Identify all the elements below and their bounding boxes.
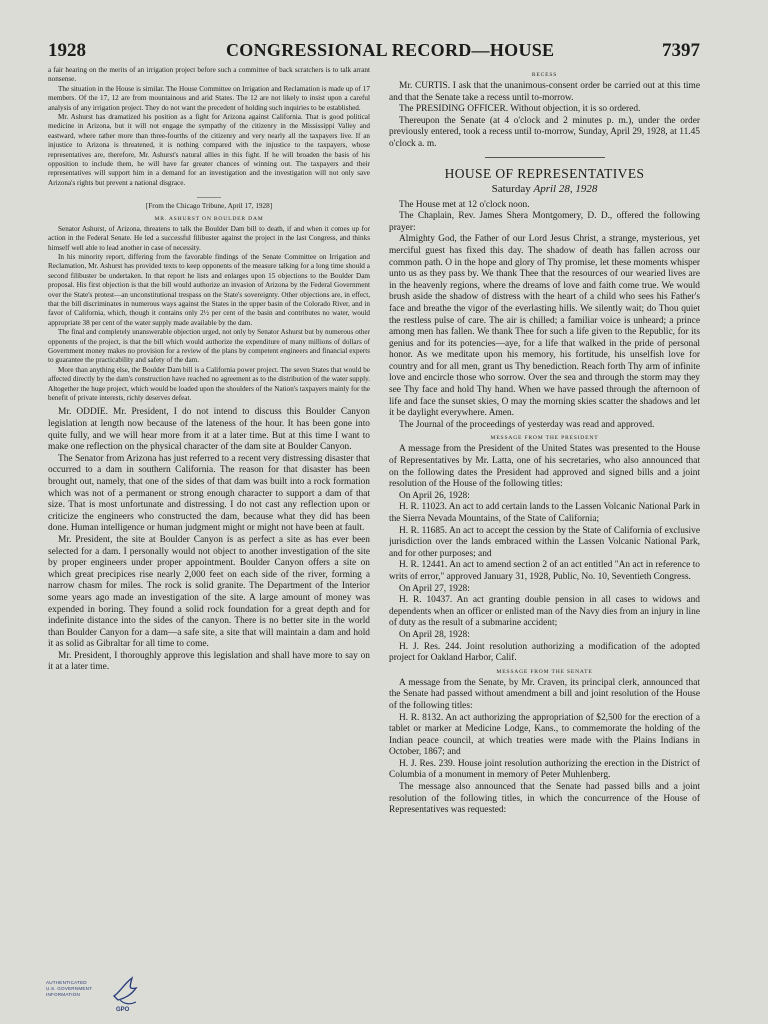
left-column xyxy=(48,66,370,946)
date-rest: April 28, 1928 xyxy=(533,182,598,195)
page-header xyxy=(48,40,700,66)
gpo-authentication-logo xyxy=(46,974,146,1016)
paragraph: The final and completely unanswerable objection urged, not only by Senator Ashurst but by numerous other opponents of the project, is that the bill which would authorize the expenditure of many millions of dollars of Government money makes no provision for a review of the plans by competent engineers and financial experts to guarantee the practicability and safety of the dam. xyxy=(48,328,370,365)
gpo-mark: GPO xyxy=(116,1007,130,1013)
paragraph: The PRESIDING OFFICER. Without objection, it is so ordered. xyxy=(399,104,641,115)
paragraph: Thereupon the Senate (at 4 o'clock and 2 minutes p. m.), under the order previously entered, took a recess until to-morrow, Sunday, April 29, 1928, at 11.45 o'clock a. m. xyxy=(389,115,700,149)
paragraph: On April 28, 1928: xyxy=(399,629,470,640)
paragraph: The situation in the House is similar. The House Committee on Irrigation and Reclamation is made up of 17 members. Of the 17, 12 are from mountainous and arid States. The 12 are not likely to insist upon a careful analysis of any irrigation project. They do not want the precedent of holding such inquiries to be established. xyxy=(48,84,370,112)
logo-text: AUTHENTICATED U.S. GOVERNMENT INFORMATION xyxy=(46,980,93,997)
page-year: 1928 xyxy=(48,40,86,61)
source-line: [From the Chicago Tribune, April 17, 1928] xyxy=(145,202,273,211)
divider-rule xyxy=(485,157,605,158)
paragraph: More than anything else, the Boulder Dam bill is a California power project. The seven States that would be affected directly by the dam's construction have reached no agreement as to the distribution of the water supply. Altogether the huge project, which would be loaded upon the shoulders of the Nation's taxpayers mainly for the benefit of private interests, richly deserves defeat. xyxy=(48,365,370,402)
paragraph: The Chaplain, Rev. James Shera Montgomery, D. D., offered the following prayer: xyxy=(389,211,700,233)
paragraph: In his minority report, differing from the favorable findings of the Senate Committee on Irrigation and Reclamation, Mr. Ashurst has provided texts to keep opponents of the measure talking for a long time should a second filibuster be undertaken. In that report he lists and enlarges upon 15 objections to the Boulder Dam proposal. His first objection is that the bill would authorize an invasion of Arizona by the Federal Government over the State's protest—an unconstitutional trespass on the State's sovereignty. Other objections are, in effect, that the bill discriminates in numerous ways against the States in the upper basin of the Colorado River, and in favor of California, which, though it contains only 2½ per cent of the basin and contributes no water, would appropriate 38 per cent of the water supply made available by the dam. xyxy=(48,252,370,327)
paragraph: On April 27, 1928: xyxy=(399,583,470,594)
separator-dash: ——— xyxy=(197,192,221,202)
paragraph: H. R. 10437. An act granting double pension in all cases to widows and dependents when an officer or enlisted man of the Navy dies from an injury in line of duty as the result of a submarine accident; xyxy=(389,595,700,629)
paragraph: H. R. 11685. An act to accept the cession by the State of California of exclusive jurisdiction over the lands embraced within the Lassen Volcanic National Park, and for other purposes; and xyxy=(389,525,700,559)
house-title: HOUSE OF REPRESENTATIVES xyxy=(444,165,645,181)
paragraph: The Journal of the proceedings of yesterday was read and approved. xyxy=(399,419,655,430)
page-number: 7397 xyxy=(662,40,700,61)
paragraph: The Senator from Arizona has just referred to a recent very distressing disaster that occurred to a dam in southern California. The reason for that disaster has been brought out, namely, that one of the sides of that dam was built into a rock formation which was not of a permanent or strong enough character to support a dam of that size. That is most unfortunate and distressing. I do not cast any reflection upon or criticize the engineers who constructed the dam, because what they did has been done. Human intelligence or human judgment might or might not have been at fault. xyxy=(48,453,370,534)
paragraph: The House met at 12 o'clock noon. xyxy=(399,199,530,210)
section-heading-senate: MESSAGE FROM THE SENATE xyxy=(496,668,593,675)
paragraph: H. J. Res. 244. Joint resolution authorizing a modification of the adopted project for Oakland Harbor, Calif. xyxy=(389,641,700,664)
paragraph: H. R. 11023. An act to add certain lands to the Lassen Volcanic National Park in the Sierra Nevada Mountains, of the State of California; xyxy=(389,502,700,524)
section-heading: MR. ASHURST ON BOULDER DAM xyxy=(154,215,264,222)
page-title: CONGRESSIONAL RECORD—HOUSE xyxy=(226,40,555,60)
paragraph: A message from the President of the United States was presented to the House of Representatives by Mr. Latta, one of his secretaries, who also announced that on the following dates the President had approved and signed bills and a joint resolution of the House of the following titles: xyxy=(389,444,700,490)
date-day: Saturday xyxy=(491,182,531,195)
prayer-text: Almighty God, the Father of our Lord Jesus Christ, a strange, mysterious, yet merciful guest has fixed this day. The shadow of death has fallen across our common path. O in the hope and glory of Thy promise, let these moments whisper unto us as they pass by. We thank Thee that the resources of our wearied lives are in the heavenly regions, where the dreams of love and faith come true. We would brush aside the shadow of distress with the heart of a child who sees his Father's face and breathe the vigor of the everlasting hills. We silently wait; do Thou quiet the restless pulse of care. The air is chilled; a familiar voice is unheard; a prince among men has fallen. We thank Thee for such a life given to the Republic, for its genius and for its potencies—aye, for a life that walked in the pride of personal honor. As we meditate upon his memory, his fortitude, his unselfish love for country and for all men, grant us Thy benediction. Reach forth Thy arm of infinite love and encircle those who sorrow. Over the sea and through the storm may they see Thy face and hold Thy hand. When we have passed through the afternoon of life and face the sunset skies, O may the morning skies scatter the shadows and let it be daylight everywhere. Amen. xyxy=(389,234,700,419)
paragraph: Mr. Ashurst has dramatized his position as a fight for Arizona against California. That is good political medicine in Arizona, but it will not engage the sympathy of the citizenry in the Mississippi Valley and eastward, where rather more than three-fourths of the citizenry and very nearly all the taxpayers live. If an injustice to Arizona is threatened, it is nothing compared with the injustice to the taxpayers, whose representatives are, therefore, Mr. Ashurst's natural allies in this fight. If he will broaden the basis of his opposition to include them, he will have far greater chances of winning out. The taxpayers and their representatives will support him in a demand for an investigation and the investigation will not only save Arizona's rights but prevent a national disgrace. xyxy=(48,113,370,187)
paragraph: Mr. CURTIS. I ask that the unanimous-consent order be carried out at this time and that the Senate take a recess until to-morrow. xyxy=(389,81,700,103)
paragraph: A message from the Senate, by Mr. Craven, its principal clerk, announced that the Senate had passed without amendment a bill and joint resolution of the House of the following titles: xyxy=(389,677,700,711)
paragraph: On April 26, 1928: xyxy=(399,490,470,501)
house-date xyxy=(389,182,700,196)
paragraph: Mr. President, I thoroughly approve this legislation and shall have more to say on it at a later time. xyxy=(48,650,370,673)
eagle-icon xyxy=(110,974,142,1010)
paragraph: The message also announced that the Senate had passed bills and a joint resolution of the following titles, in which the concurrence of the House of Representatives was requested: xyxy=(389,782,700,816)
paragraph: Senator Ashurst, of Arizona, threatens to talk the Boulder Dam bill to death, if and when it comes up for action in the Federal Senate. He led a successful filibuster against the project in the last Congress, and thinks himself well able to lead another in case of necessity. xyxy=(48,224,370,252)
paragraph: a fair hearing on the merits of an irrigation project before such a committee of back scratchers is to talk arrant nonsense. xyxy=(48,66,370,84)
paragraph: H. R. 8132. An act authorizing the appropriation of $2,500 for the erection of a tablet or marker at Medicine Lodge, Kans., to commemorate the holding of the Indian peace council, at which treaties were made with the Plains Indians in October, 1867; and xyxy=(389,712,700,758)
paragraph: Mr. ODDIE. Mr. President, I do not intend to discuss this Boulder Canyon legislation at length now because of the lateness of the hour. It has been gone into quite fully, and we will hear more from it at a later time. But at this time I want to make one reflection on the physical character of the dam site at Boulder Canyon. xyxy=(48,407,370,453)
paragraph: Mr. President, the site at Boulder Canyon is as perfect a site as has ever been selected for a dam. I personally would not object to another investigation of the site by proper engineers under proper appointment. Boulder Canyon offers a site on which great precipices rise nearly 2,000 feet on each side of the river, forming a narrow chasm for miles. The rock is solid granite. The Department of the Interior some years ago made an investigation of the site. A large amount of money was expended in boring. They found a solid rock foundation for a great depth and for indefinite distance into the sides of the canyon. There is no better site in the world than Boulder Canyon for a dam—a safe site, a site that will maintain a dam and hold it as solid as Gibraltar for all time to come. xyxy=(48,534,370,650)
section-heading-recess: RECESS xyxy=(531,72,558,78)
right-column xyxy=(389,68,700,948)
section-heading-president: MESSAGE FROM THE PRESIDENT xyxy=(490,435,599,442)
paragraph: H. R. 12441. An act to amend section 2 of an act entitled "An act in reference to writs of error," approved January 31, 1928, Public, No. 10, Seventieth Congress. xyxy=(389,560,700,582)
paragraph: H. J. Res. 239. House joint resolution authorizing the erection in the District of Columbia of a monument in memory of Peter Muhlenberg. xyxy=(389,758,700,781)
